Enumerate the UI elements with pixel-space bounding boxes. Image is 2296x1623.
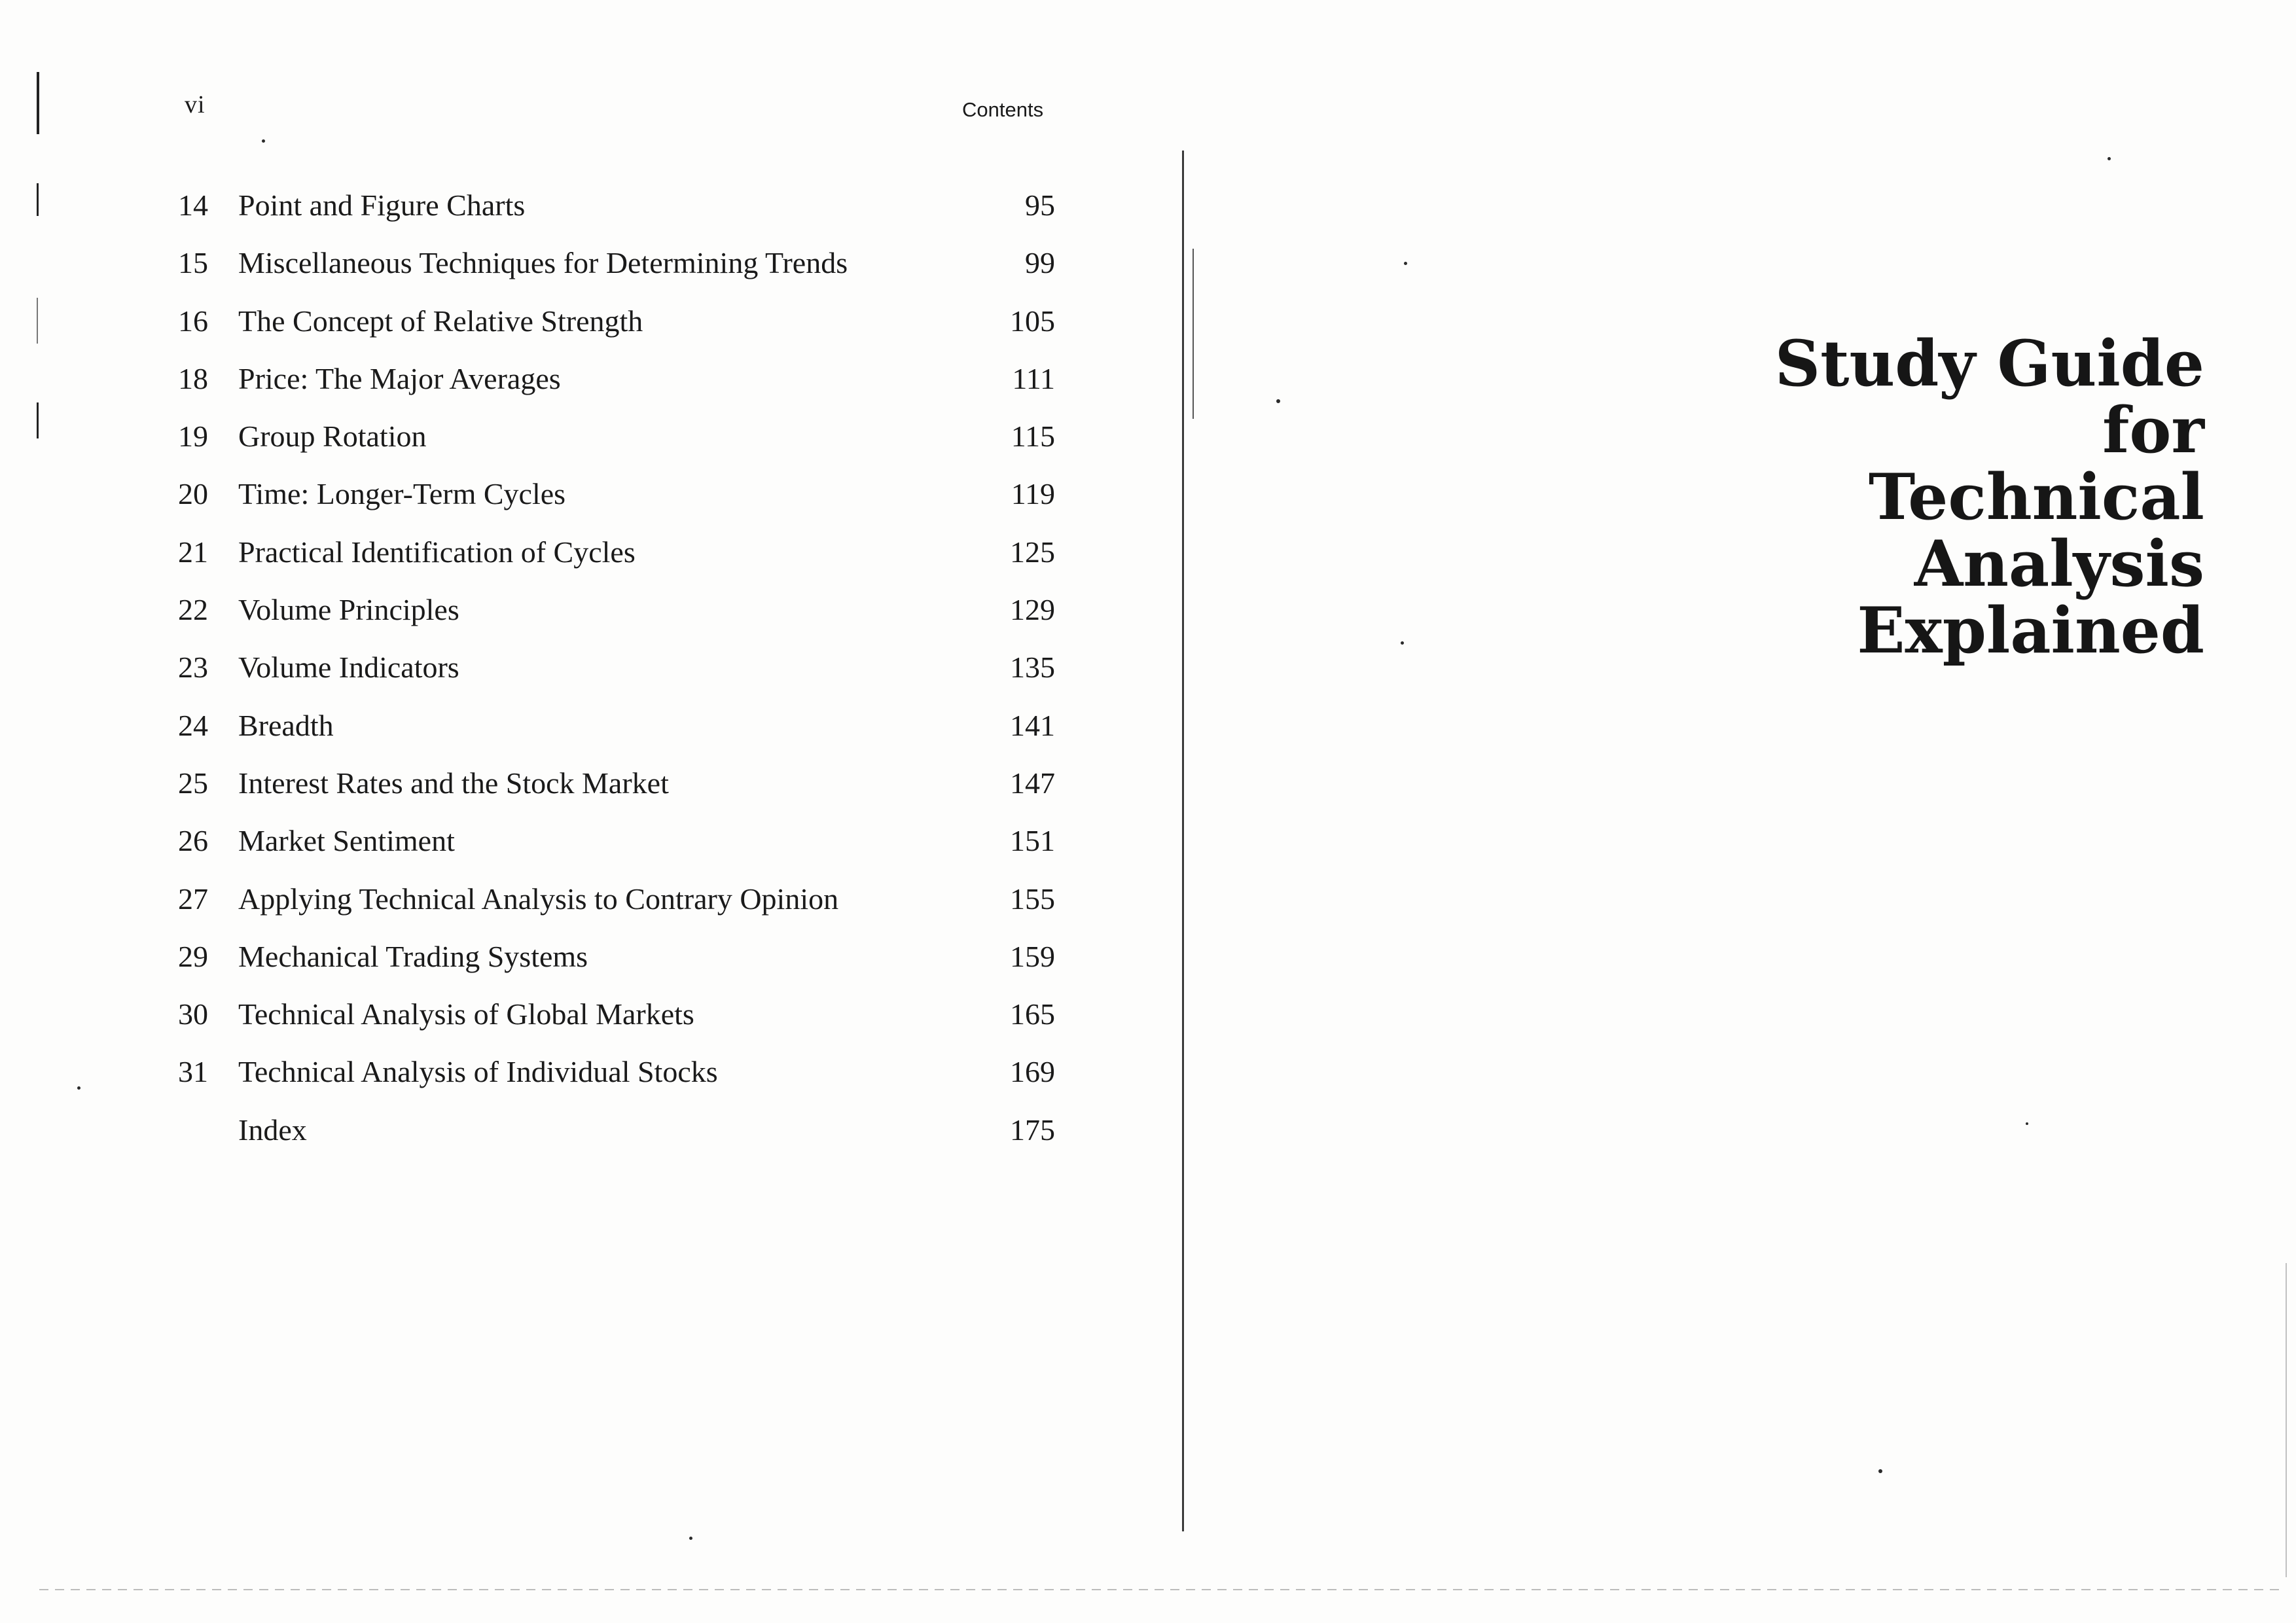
chapter-number: 20 xyxy=(178,477,208,511)
chapter-number: 25 xyxy=(178,766,208,800)
scan-mark xyxy=(37,72,39,134)
chapter-page: 169 xyxy=(1010,1055,1055,1089)
toc-entry xyxy=(178,812,1055,870)
scan-speck xyxy=(77,1086,81,1090)
toc-entry xyxy=(178,524,1055,581)
scan-speck xyxy=(262,139,265,143)
chapter-title: Technical Analysis of Individual Stocks xyxy=(238,1055,718,1089)
toc-entry xyxy=(178,581,1055,639)
chapter-title: Mechanical Trading Systems xyxy=(238,939,588,973)
scan-speck xyxy=(1404,262,1407,265)
chapter-page: 151 xyxy=(1010,824,1055,858)
chapter-page: 159 xyxy=(1010,939,1055,973)
chapter-page: 95 xyxy=(1025,188,1055,222)
chapter-page: 105 xyxy=(1010,304,1055,338)
chapter-title: Point and Figure Charts xyxy=(238,188,526,222)
scan-speck xyxy=(1276,399,1280,403)
chapter-title: Technical Analysis of Global Markets xyxy=(238,997,694,1031)
chapter-number: 27 xyxy=(178,882,208,916)
book-title xyxy=(1615,327,2204,668)
chapter-title: Breadth xyxy=(238,708,334,742)
title-line: Technical xyxy=(1868,460,2204,534)
chapter-page: 129 xyxy=(1010,593,1055,627)
title-line: Explained xyxy=(1857,594,2204,668)
chapter-title: Time: Longer-Term Cycles xyxy=(238,477,566,511)
chapter-number: 22 xyxy=(178,593,208,627)
chapter-title: Interest Rates and the Stock Market xyxy=(238,766,669,800)
gutter-line xyxy=(1193,249,1194,419)
chapter-page: 111 xyxy=(1012,361,1055,395)
chapter-title: Applying Technical Analysis to Contrary Opinion xyxy=(238,882,839,916)
toc-entry xyxy=(178,234,1055,292)
toc-entry-index xyxy=(178,1101,1055,1159)
chapter-page: 119 xyxy=(1011,477,1055,511)
chapter-number: 23 xyxy=(178,651,208,685)
chapter-title: Volume Principles xyxy=(238,593,459,627)
toc-entry xyxy=(178,697,1055,755)
scan-speck xyxy=(689,1537,692,1540)
toc-entry xyxy=(178,1043,1055,1101)
toc-entry xyxy=(178,639,1055,696)
toc-entry xyxy=(178,986,1055,1043)
chapter-number: 21 xyxy=(178,535,208,569)
title-line: Analysis xyxy=(1914,527,2204,601)
chapter-title: Miscellaneous Techniques for Determining Trends xyxy=(238,246,848,280)
chapter-page: 115 xyxy=(1011,419,1055,454)
chapter-number: 31 xyxy=(178,1055,208,1089)
chapter-number: 19 xyxy=(178,419,208,454)
scan-mark xyxy=(37,402,39,438)
toc-entry xyxy=(178,293,1055,350)
chapter-number: 24 xyxy=(178,708,208,742)
title-line: Study Guide xyxy=(1774,327,2204,401)
chapter-number: 30 xyxy=(178,997,208,1031)
index-title: Index xyxy=(238,1113,307,1147)
chapter-page: 147 xyxy=(1010,766,1055,800)
chapter-number: 14 xyxy=(178,188,208,222)
chapter-page: 141 xyxy=(1010,708,1055,742)
chapter-page: 135 xyxy=(1010,651,1055,685)
scan-mark xyxy=(37,298,38,344)
chapter-title: Practical Identification of Cycles xyxy=(238,535,636,569)
chapter-number: 18 xyxy=(178,361,208,395)
toc-entry xyxy=(178,755,1055,812)
chapter-number: 15 xyxy=(178,246,208,280)
toc-entry xyxy=(178,350,1055,408)
toc-entry xyxy=(178,870,1055,928)
toc-entry xyxy=(178,465,1055,523)
chapter-page: 155 xyxy=(1010,882,1055,916)
chapter-number: 26 xyxy=(178,824,208,858)
toc-entry xyxy=(178,177,1055,234)
chapter-page: 125 xyxy=(1010,535,1055,569)
chapter-page: 99 xyxy=(1025,246,1055,280)
chapter-title: Volume Indicators xyxy=(238,651,459,685)
toc-entry xyxy=(178,928,1055,986)
chapter-title: The Concept of Relative Strength xyxy=(238,304,643,338)
running-head: Contents xyxy=(962,98,1044,121)
chapter-title: Market Sentiment xyxy=(238,824,455,858)
table-of-contents xyxy=(178,177,1055,1159)
chapter-number: 29 xyxy=(178,939,208,973)
scan-speck xyxy=(1878,1469,1882,1473)
scan-edge xyxy=(39,1589,2284,1590)
scan-speck xyxy=(2108,157,2111,160)
scan-speck xyxy=(2026,1122,2028,1125)
chapter-page: 165 xyxy=(1010,997,1055,1031)
scan-edge xyxy=(2286,1263,2287,1577)
toc-entry xyxy=(178,408,1055,465)
chapter-title: Group Rotation xyxy=(238,419,427,454)
index-page: 175 xyxy=(1010,1113,1055,1147)
chapter-number: 16 xyxy=(178,304,208,338)
title-line: for xyxy=(2102,393,2204,467)
scan-mark xyxy=(37,183,39,216)
scan-speck xyxy=(1401,641,1404,645)
page-number: vi xyxy=(185,91,206,118)
chapter-title: Price: The Major Averages xyxy=(238,361,561,395)
gutter-line xyxy=(1182,151,1184,1531)
